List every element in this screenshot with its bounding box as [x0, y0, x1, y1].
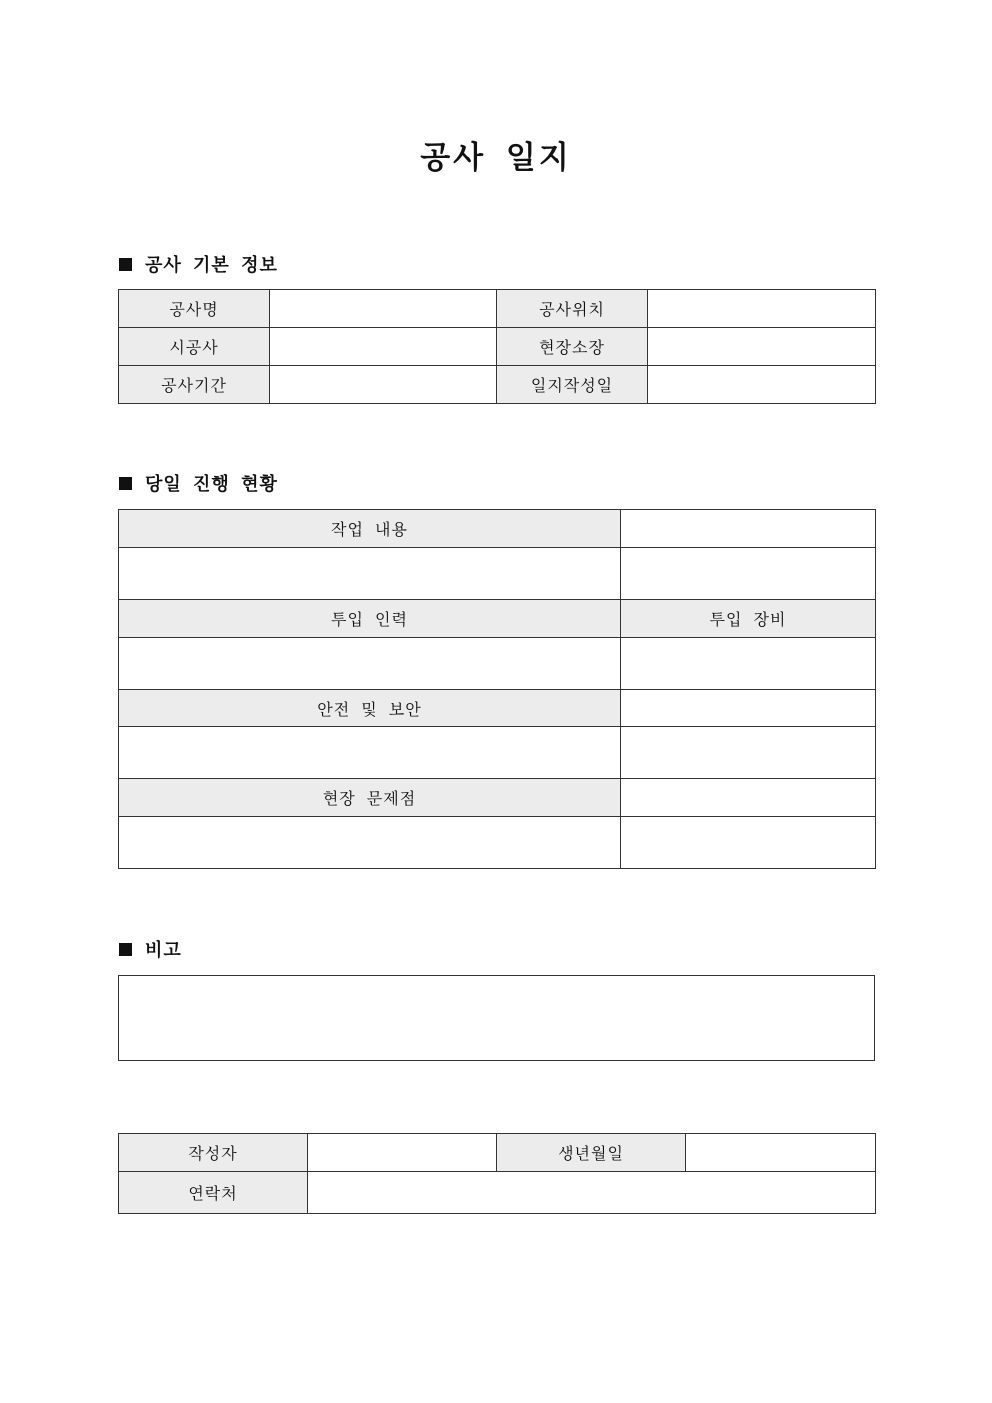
labor-label: 투입 인력 — [119, 600, 621, 638]
site-issues-field[interactable] — [119, 817, 621, 869]
site-manager-label: 현장소장 — [497, 328, 648, 366]
table-row — [119, 727, 876, 779]
table-row — [119, 290, 876, 328]
safety-side-field[interactable] — [621, 727, 876, 779]
site-issues-label: 현장 문제점 — [119, 779, 621, 817]
author-table — [118, 1133, 876, 1214]
work-content-field[interactable] — [119, 548, 621, 600]
construction-period-label: 공사기간 — [119, 366, 270, 404]
section-heading-basic-info — [119, 251, 278, 277]
safety-label: 안전 및 보안 — [119, 690, 621, 727]
table-row — [119, 779, 876, 817]
table-row — [119, 548, 876, 600]
work-content-side-cell[interactable] — [621, 510, 876, 548]
log-date-label: 일지작성일 — [497, 366, 648, 404]
project-location-field[interactable] — [648, 290, 876, 328]
remarks-table — [118, 975, 875, 1061]
birth-date-label: 생년월일 — [497, 1134, 686, 1172]
section-heading-label: 당일 진행 현황 — [145, 474, 278, 495]
daily-progress-table — [118, 509, 876, 869]
contractor-field[interactable] — [270, 328, 497, 366]
section-heading-label: 비고 — [145, 940, 182, 961]
square-bullet-icon — [119, 943, 132, 956]
remarks-field[interactable] — [119, 976, 875, 1061]
log-date-field[interactable] — [648, 366, 876, 404]
square-bullet-icon — [119, 477, 132, 490]
contact-label: 연락처 — [119, 1172, 308, 1214]
safety-side-cell[interactable] — [621, 690, 876, 727]
project-name-label: 공사명 — [119, 290, 270, 328]
construction-period-field[interactable] — [270, 366, 497, 404]
table-row — [119, 1134, 876, 1172]
equipment-label: 투입 장비 — [621, 600, 876, 638]
section-heading-label: 공사 기본 정보 — [145, 255, 278, 276]
table-row — [119, 690, 876, 727]
work-content-label: 작업 내용 — [119, 510, 621, 548]
table-row — [119, 817, 876, 869]
site-issues-side-cell[interactable] — [621, 779, 876, 817]
site-issues-side-field[interactable] — [621, 817, 876, 869]
author-label: 작성자 — [119, 1134, 308, 1172]
author-field[interactable] — [308, 1134, 497, 1172]
contractor-label: 시공사 — [119, 328, 270, 366]
square-bullet-icon — [119, 258, 132, 271]
basic-info-table — [118, 289, 876, 404]
section-heading-remarks — [119, 936, 182, 962]
table-row — [119, 976, 875, 1061]
table-row — [119, 366, 876, 404]
site-manager-field[interactable] — [648, 328, 876, 366]
work-content-side-field[interactable] — [621, 548, 876, 600]
table-row — [119, 1172, 876, 1214]
labor-field[interactable] — [119, 638, 621, 690]
table-row — [119, 328, 876, 366]
table-row — [119, 600, 876, 638]
project-name-field[interactable] — [270, 290, 497, 328]
page-title: 공사 일지 — [420, 140, 572, 176]
table-row — [119, 638, 876, 690]
table-row — [119, 510, 876, 548]
section-heading-daily-progress — [119, 470, 278, 496]
equipment-field[interactable] — [621, 638, 876, 690]
project-location-label: 공사위치 — [497, 290, 648, 328]
contact-field[interactable] — [308, 1172, 876, 1214]
birth-date-field[interactable] — [686, 1134, 876, 1172]
safety-field[interactable] — [119, 727, 621, 779]
